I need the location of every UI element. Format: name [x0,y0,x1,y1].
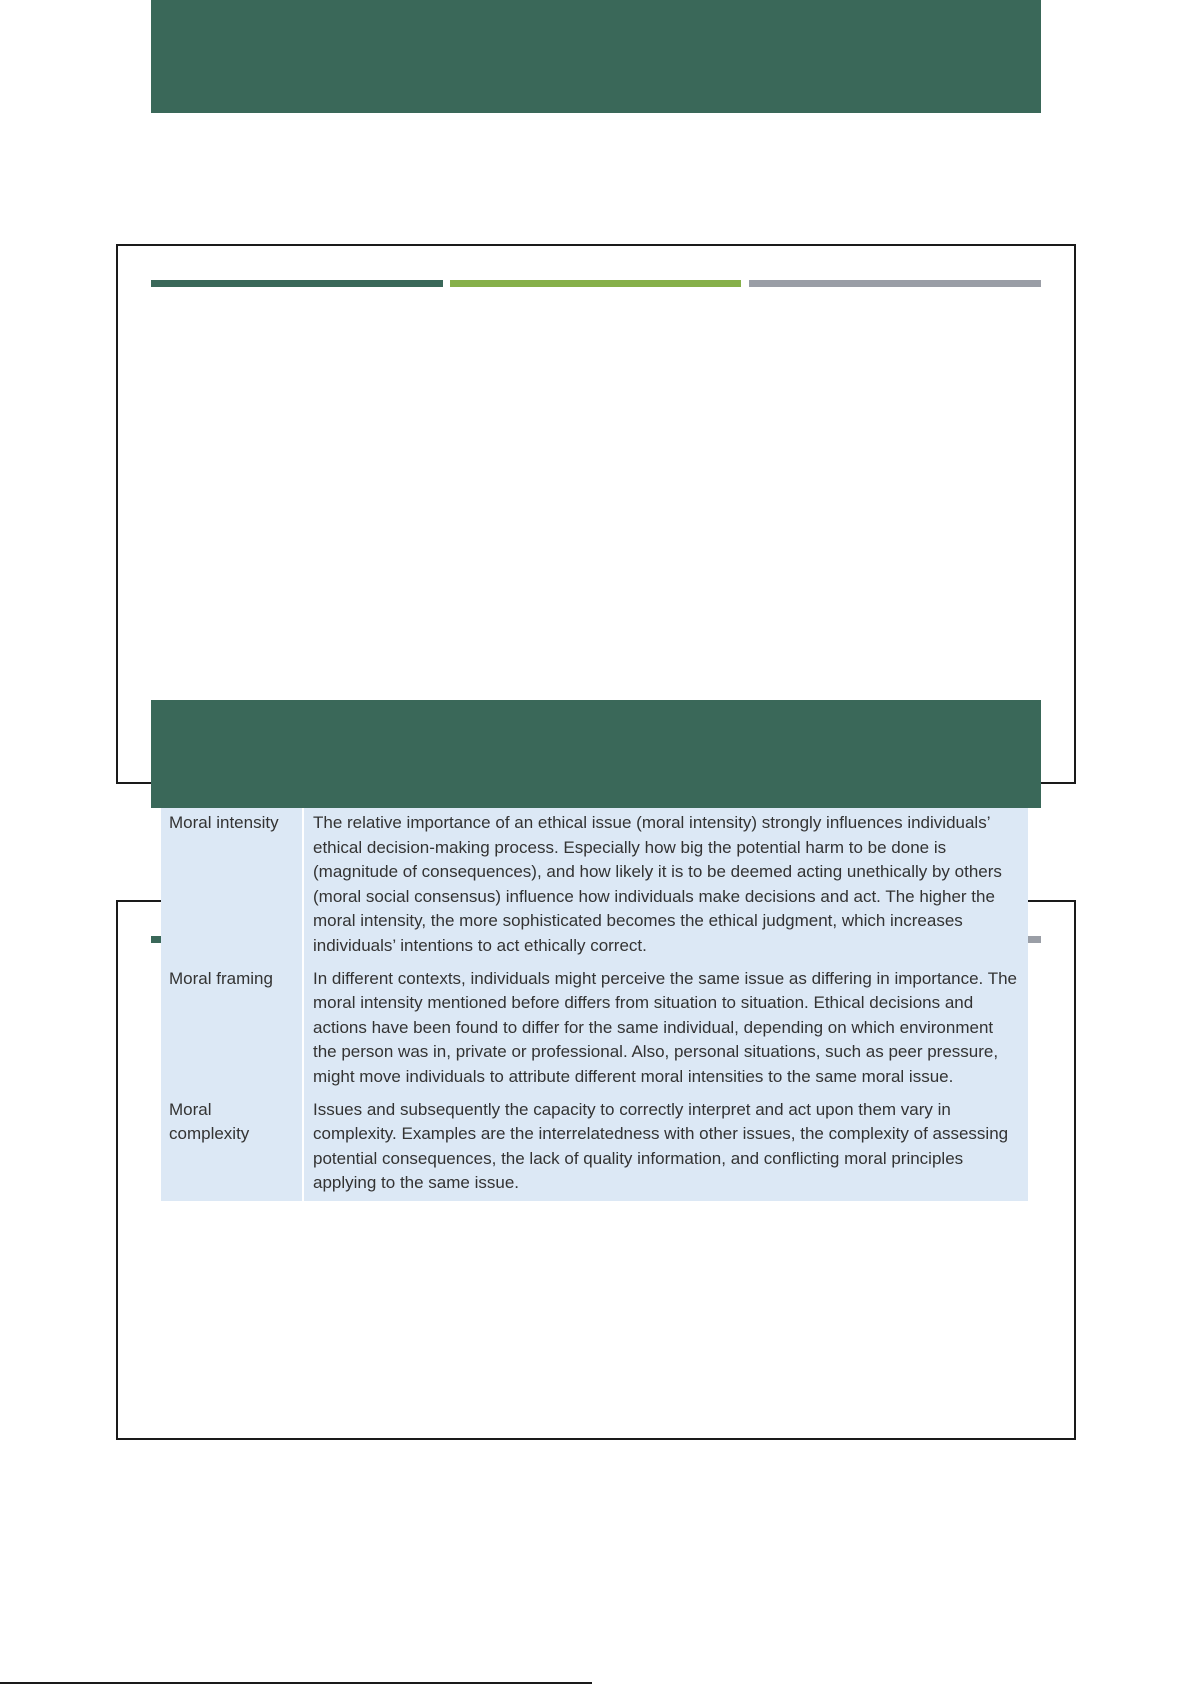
top-title-banner [151,0,1041,113]
description-cell: In different contexts, individuals might perceive the same issue as differing in importance. The moral intensity mentioned before differs from situation to situation. Ethical decisions and actions have been found to differ for the same individual, depending on which environment the person was in, private or professional. Also, personal situations, such as peer pressure, might move individuals to attribute different moral intensities to the same moral issue. [303,964,1028,1095]
term-cell: Moral framing [161,964,303,1095]
moral-concepts-table [161,808,1028,1201]
table-row [161,964,1028,1095]
term-cell: Moral intensity [161,808,303,964]
accent-bar-lime [450,280,741,287]
description-cell: The relative importance of an ethical issue (moral intensity) strongly influences individuals’ ethical decision-making process. Especially how big the potential harm to be done is (magnitude of consequences), and how likely it is to be deemed acting unethically by others (moral social consensus) influence how individuals make decisions and act. The higher the moral intensity, the more sophisticated becomes the ethical judgment, which increases individuals’ intentions to act ethically correct. [303,808,1028,964]
description-cell: Issues and subsequently the capacity to correctly interpret and act upon them vary in complexity. Examples are the interrelatedness with other issues, the complexity of assessing potential consequences, the lack of quality information, and conflicting moral principles applying to the same issue. [303,1095,1028,1201]
accent-bar-green [151,280,443,287]
table-row [161,1095,1028,1201]
term-cell: Moral complexity [161,1095,303,1201]
table-row [161,808,1028,964]
accent-bar-gray-lower [1028,936,1041,943]
table-header-band [151,700,1041,808]
bottom-edge-line [0,1682,592,1684]
accent-bar-gray [749,280,1041,287]
